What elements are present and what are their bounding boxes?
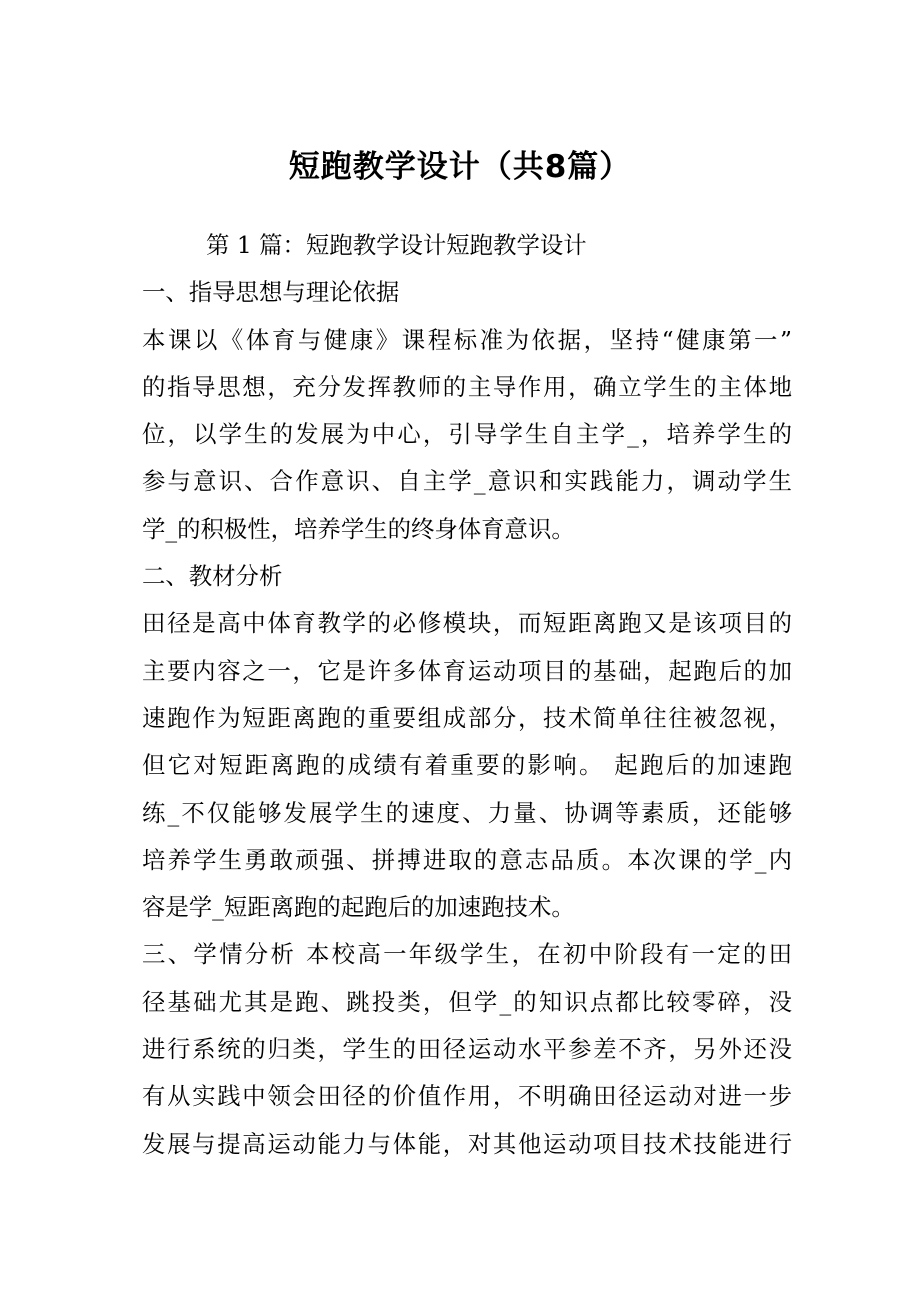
text-line: 第 1 篇：短跑教学设计短跑教学设计 bbox=[206, 231, 587, 259]
text-line: 径基础尤其是跑、跳投类，但学_的知识点都比较零碎，没 bbox=[142, 987, 792, 1016]
text-line: 本课以《体育与健康》课程标准为依据，坚持“健康第一” bbox=[142, 325, 792, 354]
text-line: 练_不仅能够发展学生的速度、力量、协调等素质，还能够 bbox=[142, 798, 792, 827]
document-body bbox=[142, 222, 792, 1168]
text-line: 发展与提高运动能力与体能，对其他运动项目技术技能进行 bbox=[142, 1129, 792, 1158]
text-line: 主要内容之一，它是许多体育运动项目的基础，起跑后的加 bbox=[142, 656, 792, 685]
text-line: 三、学情分析 本校高一年级学生，在初中阶段有一定的田 bbox=[142, 940, 792, 969]
text-line: 一、指导思想与理论依据 bbox=[142, 278, 400, 307]
text-line: 容是学_短距离跑的起跑后的加速跑技术。 bbox=[142, 893, 575, 922]
text-line: 有从实践中领会田径的价值作用，不明确田径运动对进一步 bbox=[142, 1082, 792, 1111]
text-line: 参与意识、合作意识、自主学_意识和实践能力，调动学生 bbox=[142, 467, 792, 496]
text-line: 培养学生勇敢顽强、拼搏进取的意志品质。本次课的学_内 bbox=[142, 845, 792, 874]
text-line: 学_的积极性，培养学生的终身体育意识。 bbox=[142, 514, 575, 543]
text-line: 速跑作为短距离跑的重要组成部分，技术简单往往被忽视， bbox=[142, 703, 792, 732]
text-line: 田径是高中体育教学的必修模块，而短距离跑又是该项目的 bbox=[142, 609, 792, 638]
text-line: 位，以学生的发展为中心，引导学生自主学_，培养学生的 bbox=[142, 420, 792, 449]
text-line: 二、教材分析 bbox=[142, 562, 283, 591]
text-line: 但它对短距离跑的成绩有着重要的影响。 起跑后的加速跑 bbox=[142, 751, 792, 780]
text-line: 的指导思想，充分发挥教师的主导作用，确立学生的主体地 bbox=[142, 372, 792, 401]
document-title: 短跑教学设计（共8篇） bbox=[288, 149, 632, 185]
text-line: 进行系统的归类，学生的田径运动水平参差不齐，另外还没 bbox=[142, 1035, 792, 1064]
